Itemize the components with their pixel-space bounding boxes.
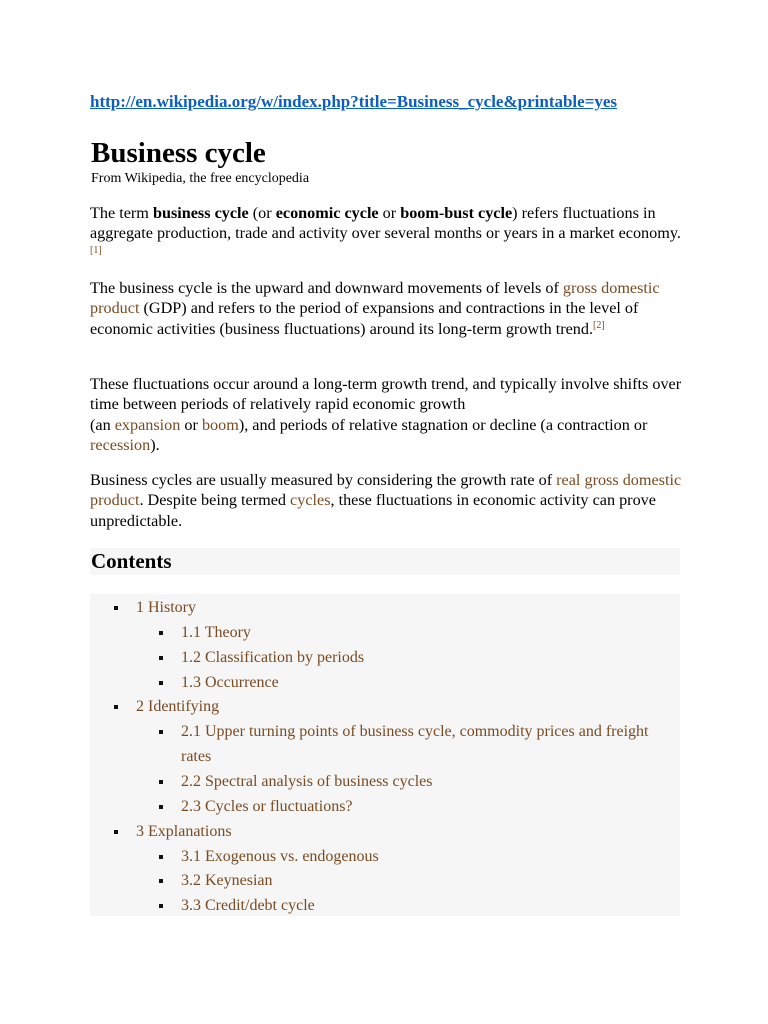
citation-link[interactable]: [1] xyxy=(90,244,102,256)
toc-item-theory[interactable]: 1.1 Theory xyxy=(181,624,251,641)
text: These fluctuations occur around a long-term growth trend, and typically involve shifts over time between periods of relatively rapid economic growth xyxy=(90,375,682,414)
link-gross-domestic-product[interactable]: gross domestic product xyxy=(90,279,660,318)
bold-term: boom-bust cycle xyxy=(400,204,513,222)
text: (or xyxy=(248,204,276,222)
bullet-icon xyxy=(159,656,163,660)
bullet-icon xyxy=(114,705,118,709)
paragraph-intro xyxy=(90,203,690,264)
article-subtitle: From Wikipedia, the free encyclopedia xyxy=(91,171,310,186)
toc-item-exogenous[interactable]: 3.1 Exogenous vs. endogenous xyxy=(181,848,379,865)
paragraph-measurement xyxy=(90,470,690,531)
bullet-icon xyxy=(114,606,118,610)
bullet-icon xyxy=(159,879,163,883)
toc-item-spectral-analysis[interactable]: 2.2 Spectral analysis of business cycles xyxy=(181,773,433,790)
text: Business cycles are usually measured by considering the growth rate of xyxy=(90,471,557,489)
paragraph-definition xyxy=(90,278,690,339)
toc-item-upper-turning-points-cont[interactable]: rates xyxy=(181,748,212,765)
table-of-contents xyxy=(90,594,680,916)
toc-item-explanations[interactable]: 3 Explanations xyxy=(136,823,232,840)
link-recession[interactable]: recession xyxy=(90,435,151,454)
toc-item-upper-turning-points[interactable]: 2.1 Upper turning points of business cycle, commodity prices and freight xyxy=(181,723,649,740)
text: , these fluctuations in economic activity can prove unpredictable. xyxy=(90,491,656,530)
contents-heading-bar xyxy=(90,548,680,575)
bold-term: business cycle xyxy=(152,204,249,222)
toc-item-cycles-or-fluctuations[interactable]: 2.3 Cycles or fluctuations? xyxy=(181,798,353,815)
text: ), and periods of relative stagnation or decline (a contraction or xyxy=(238,415,648,434)
source-url-link[interactable]: http://en.wikipedia.org/w/index.php?title=Business_cycle&printable=yes xyxy=(90,92,618,111)
toc-item-classification[interactable]: 1.2 Classification by periods xyxy=(181,649,365,666)
bold-term: economic cycle xyxy=(275,204,379,222)
contents-heading: Contents xyxy=(91,549,172,573)
text: or xyxy=(378,204,401,222)
text: (an xyxy=(90,415,115,434)
toc-item-occurrence[interactable]: 1.3 Occurrence xyxy=(181,674,279,691)
toc-item-credit-debt-cycle[interactable]: 3.3 Credit/debt cycle xyxy=(181,897,315,914)
bullet-icon xyxy=(159,681,163,685)
text: . Despite being termed xyxy=(139,491,291,510)
text: The term xyxy=(90,204,153,222)
bullet-icon xyxy=(159,780,163,784)
bullet-icon xyxy=(159,730,163,734)
bullet-icon xyxy=(159,904,163,908)
bullet-icon xyxy=(114,830,118,834)
toc-item-identifying[interactable]: 2 Identifying xyxy=(136,698,220,715)
link-cycles[interactable]: cycles xyxy=(290,491,331,510)
text: (GDP) and refers to the period of expansions and contractions in the level of economic activities (business fluctuations) around its long-term growth trend. xyxy=(90,299,639,338)
toc-item-history[interactable]: 1 History xyxy=(136,599,196,616)
bullet-icon xyxy=(159,855,163,859)
text: ). xyxy=(150,435,160,454)
link-boom[interactable]: boom xyxy=(201,415,239,434)
text: ) refers fluctuations in aggregate production, trade and activity over several months or years in a market economy. xyxy=(90,204,681,243)
citation-link[interactable]: [2] xyxy=(593,319,605,331)
link-expansion[interactable]: expansion xyxy=(114,415,181,434)
text: or xyxy=(180,415,202,434)
text: The business cycle is the upward and downward movements of levels of xyxy=(90,279,563,297)
article-title: Business cycle xyxy=(91,137,266,169)
toc-item-keynesian[interactable]: 3.2 Keynesian xyxy=(181,872,273,889)
paragraph-fluctuations xyxy=(90,374,690,455)
bullet-icon xyxy=(159,805,163,809)
bullet-icon xyxy=(159,631,163,635)
link-real-gdp[interactable]: real gross domestic product xyxy=(90,471,682,510)
